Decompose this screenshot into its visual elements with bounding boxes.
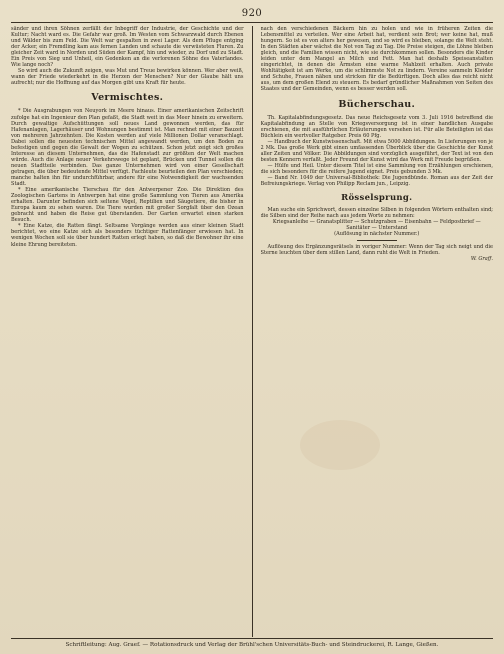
- column-divider: [252, 26, 253, 637]
- riddle-words: Kriegsanleihe — Granatsplitter — Schutzgraben — Eisenbahn — Feldpostbrief — Sanitäter — Unterstand: [272, 219, 481, 232]
- right-paragraph-6: Man suche ein Sprichwort, dessen einzelne Silben in folgenden Wörtern enthalten sind; die Silben sind der Reihe nach aus jedem Worte zu nehmen:: [260, 207, 493, 220]
- columns: [11, 26, 493, 637]
- left-column: [11, 26, 244, 637]
- right-paragraph-9: Auflösung des Ergänzungsrätsels in voriger Nummer: Wenn der Tag sich neigt und die Sterne leuchten über dem stillen Land, dann ruht die Welt in Frieden.: [260, 244, 493, 257]
- left-paragraph-5: * Eine Katze, die Ratten fängt. Seltsame Vorgänge werden aus einer kleinen Stadt berichtet, wo eine Katze sich als besonders tüchtiger Rattenfänger erwiesen hat. In wenigen Wochen soll sie über hundert Ratten erlegt haben, so daß die Bewohner ihr eine kleine Ehrung bereiteten.: [11, 223, 244, 248]
- short-rule: [357, 240, 397, 241]
- imprint-footer: Schriftleitung: Aug. Graef. — Rotationsdruck und Verlag der Brühl'schen Universitäts-Buch- und Steindruckerei, R. Lange, Gießen.: [11, 638, 493, 649]
- solution-note: (Auflösung in nächster Nummer.): [334, 231, 420, 238]
- top-rule: [11, 22, 493, 23]
- right-paragraph-4: — Hülfe und Heil. Unter diesem Titel ist eine Sammlung von Erzählungen erschienen, die sich besonders für die reifere Jugend eignet. Preis gebunden 3 Mk.: [260, 162, 493, 175]
- right-paragraph-5: — Band Nr. 1049 der Universal-Bibliothek: Die Jugendbünde. Roman aus der Zeit der Befreiungskriege. Verlag von Philipp Reclam jun., Leipzig.: [260, 174, 493, 188]
- left-paragraph-3: * Die Ausgrabungen von Neuyork im Meere hinaus. Einer amerikanischen Zeitschrift zufolge hat ein Ingenieur den Plan gefaßt, die Stadt weit in das Meer hinein zu erweitern. Durch gewaltige Aufschüttungen soll neues Land gewonnen werden, das für Hafenanlagen, Lagerhäuser und Wohnungen bestimmt ist. Man rechnet mit einer Bauzeit von mehreren Jahrzehnten. Die Kosten werden auf viele Millionen Dollar veranschlagt. Dabei sollen die neuesten technischen Mittel angewandt werden, um den Boden zu befestigen und gegen die Gewalt der Wogen zu schützen. Schon jetzt zeigt sich großes Interesse an diesem Unternehmen, das die Hafenstadt zur größten der Welt machen würde. Auch die Anlage neuer Verkehrswege ist geplant, Brücken und Tunnel sollen die neuen Stadtteile verbinden. Das ganze Unternehmen wird von einer Gesellschaft getragen, die über bedeutende Mittel verfügt. Fachleute beurteilen den Plan verschieden; manche halten ihn für undurchführbar, andere für eine Notwendigkeit der wachsenden Stadt.: [11, 108, 244, 188]
- heading-raetsel: Rösselsprung.: [341, 193, 413, 204]
- right-column: [261, 26, 494, 637]
- right-paragraph-2: Th. Kapitalabfindungsgesetz. Das neue Reichsgesetz vom 3. Juli 1916 betreffend die Kapitalabfindung an Stelle von Kriegsversorgung ist in einer handlichen Ausgabe erschienen, die mit ausführlichen Erläuterungen versehen ist. Für alle Beteiligten ist das Büchlein ein wertvoller Ratgeber. Preis 60 Pfg.: [260, 114, 493, 139]
- left-paragraph-2: So wird auch die Zukunft zeigen, was Mut und Treue bewirken können. Wer aber weiß, wann der Friede wiederkehrt in die Herzen der Menschen? Nur der Glaube hält uns aufrecht; nur die Hoffnung auf das Morgen gibt uns Kraft für heute.: [11, 68, 244, 87]
- right-paragraph-1: nach den verschiedenen Bäckern hin zu holen und wie in früheren Zeiten die Lebensmittel zu verteilen. Wer eine Arbeit hat, verdient sein Brot; wer keine hat, muß hungern. So ist es von alters her gewesen, und so wird es bleiben, solange die Welt steht. In den Städten aber wächst die Not von Tag zu Tag. Die Preise steigen, die Löhne bleiben gleich, und die Familien wissen nicht, wie sie durchkommen sollen. Besonders die Kinder leiden unter dem Mangel an Milch und Fett. Man hat deshalb Speiseanstalten eingerichtet, in denen die Ärmsten eine warme Mahlzeit erhalten. Auch private Wohltätigkeit ist am Werke, um die schlimmste Not zu lindern. Vereine sammeln Kleider und Schuhe, Frauen nähen und stricken für die Bedürftigen. Doch alles das reicht nicht aus, um dem großen Elend zu steuern. Es bedarf gründlicher Maßnahmen von Seiten des Staates und der Gemeinden, wenn es besser werden soll.: [260, 26, 493, 93]
- signature: W. Graff.: [470, 256, 493, 263]
- left-paragraph-1: sänder und ihren Söhnen zerfällt der Inbegriff der Industrie, der Geschichte und der Kultur; Nacht ward es. Die Gefahr war groß. Im Westen vom Schwarzwald durch Ebenen und Wälder bis zum Feld. Die Welt war gespalten in zwei Lager. Als dem Pfluge entging der Acker, ein Fremdling kam aus fernen Landen und schaute die verwüsteten Fluren. Zu gleicher Zeit ward in Norden und Süden der Kampf, hin und wieder, zu Dorf und zu Stadt. Ein Preis von Sieg und Unheil, ein Gedenken an die verlorenen Söhne des Vaterlandes. Wie lange noch?: [11, 26, 244, 69]
- right-paragraph-3: — Handbuch der Kunstwissenschaft. Mit etwa 5000 Abbildungen. In Lieferungen von je 2 Mk. Das große Werk gibt einen umfassenden Überblick über die Geschichte der Kunst aller Zeiten und Völker. Die Abbildungen sind vorzüglich ausgeführt, der Text ist von den besten Kennern verfaßt. Jeder Freund der Kunst wird das Werk mit Freude begrüßen.: [260, 138, 493, 163]
- heading-buecherschau: Bücherschau.: [338, 98, 416, 110]
- heading-vermischtes: Vermischtes.: [91, 92, 164, 104]
- left-paragraph-4: * Eine amerikanische Tierschau für den Antwerpener Zoo. Die Direktion des Zoologischen Gartens in Antwerpen hat eine große Sammlung von Tieren aus Amerika erhalten. Darunter befinden sich seltene Vögel, Reptilien und Säugetiere, die bisher in Europa kaum zu sehen waren. Die Tiere wurden mit großer Sorgfalt über den Ozean gebracht und haben die Reise gut überstanden. Der Garten erwartet einen starken Besuch.: [11, 187, 244, 224]
- page-number: 920: [241, 8, 263, 19]
